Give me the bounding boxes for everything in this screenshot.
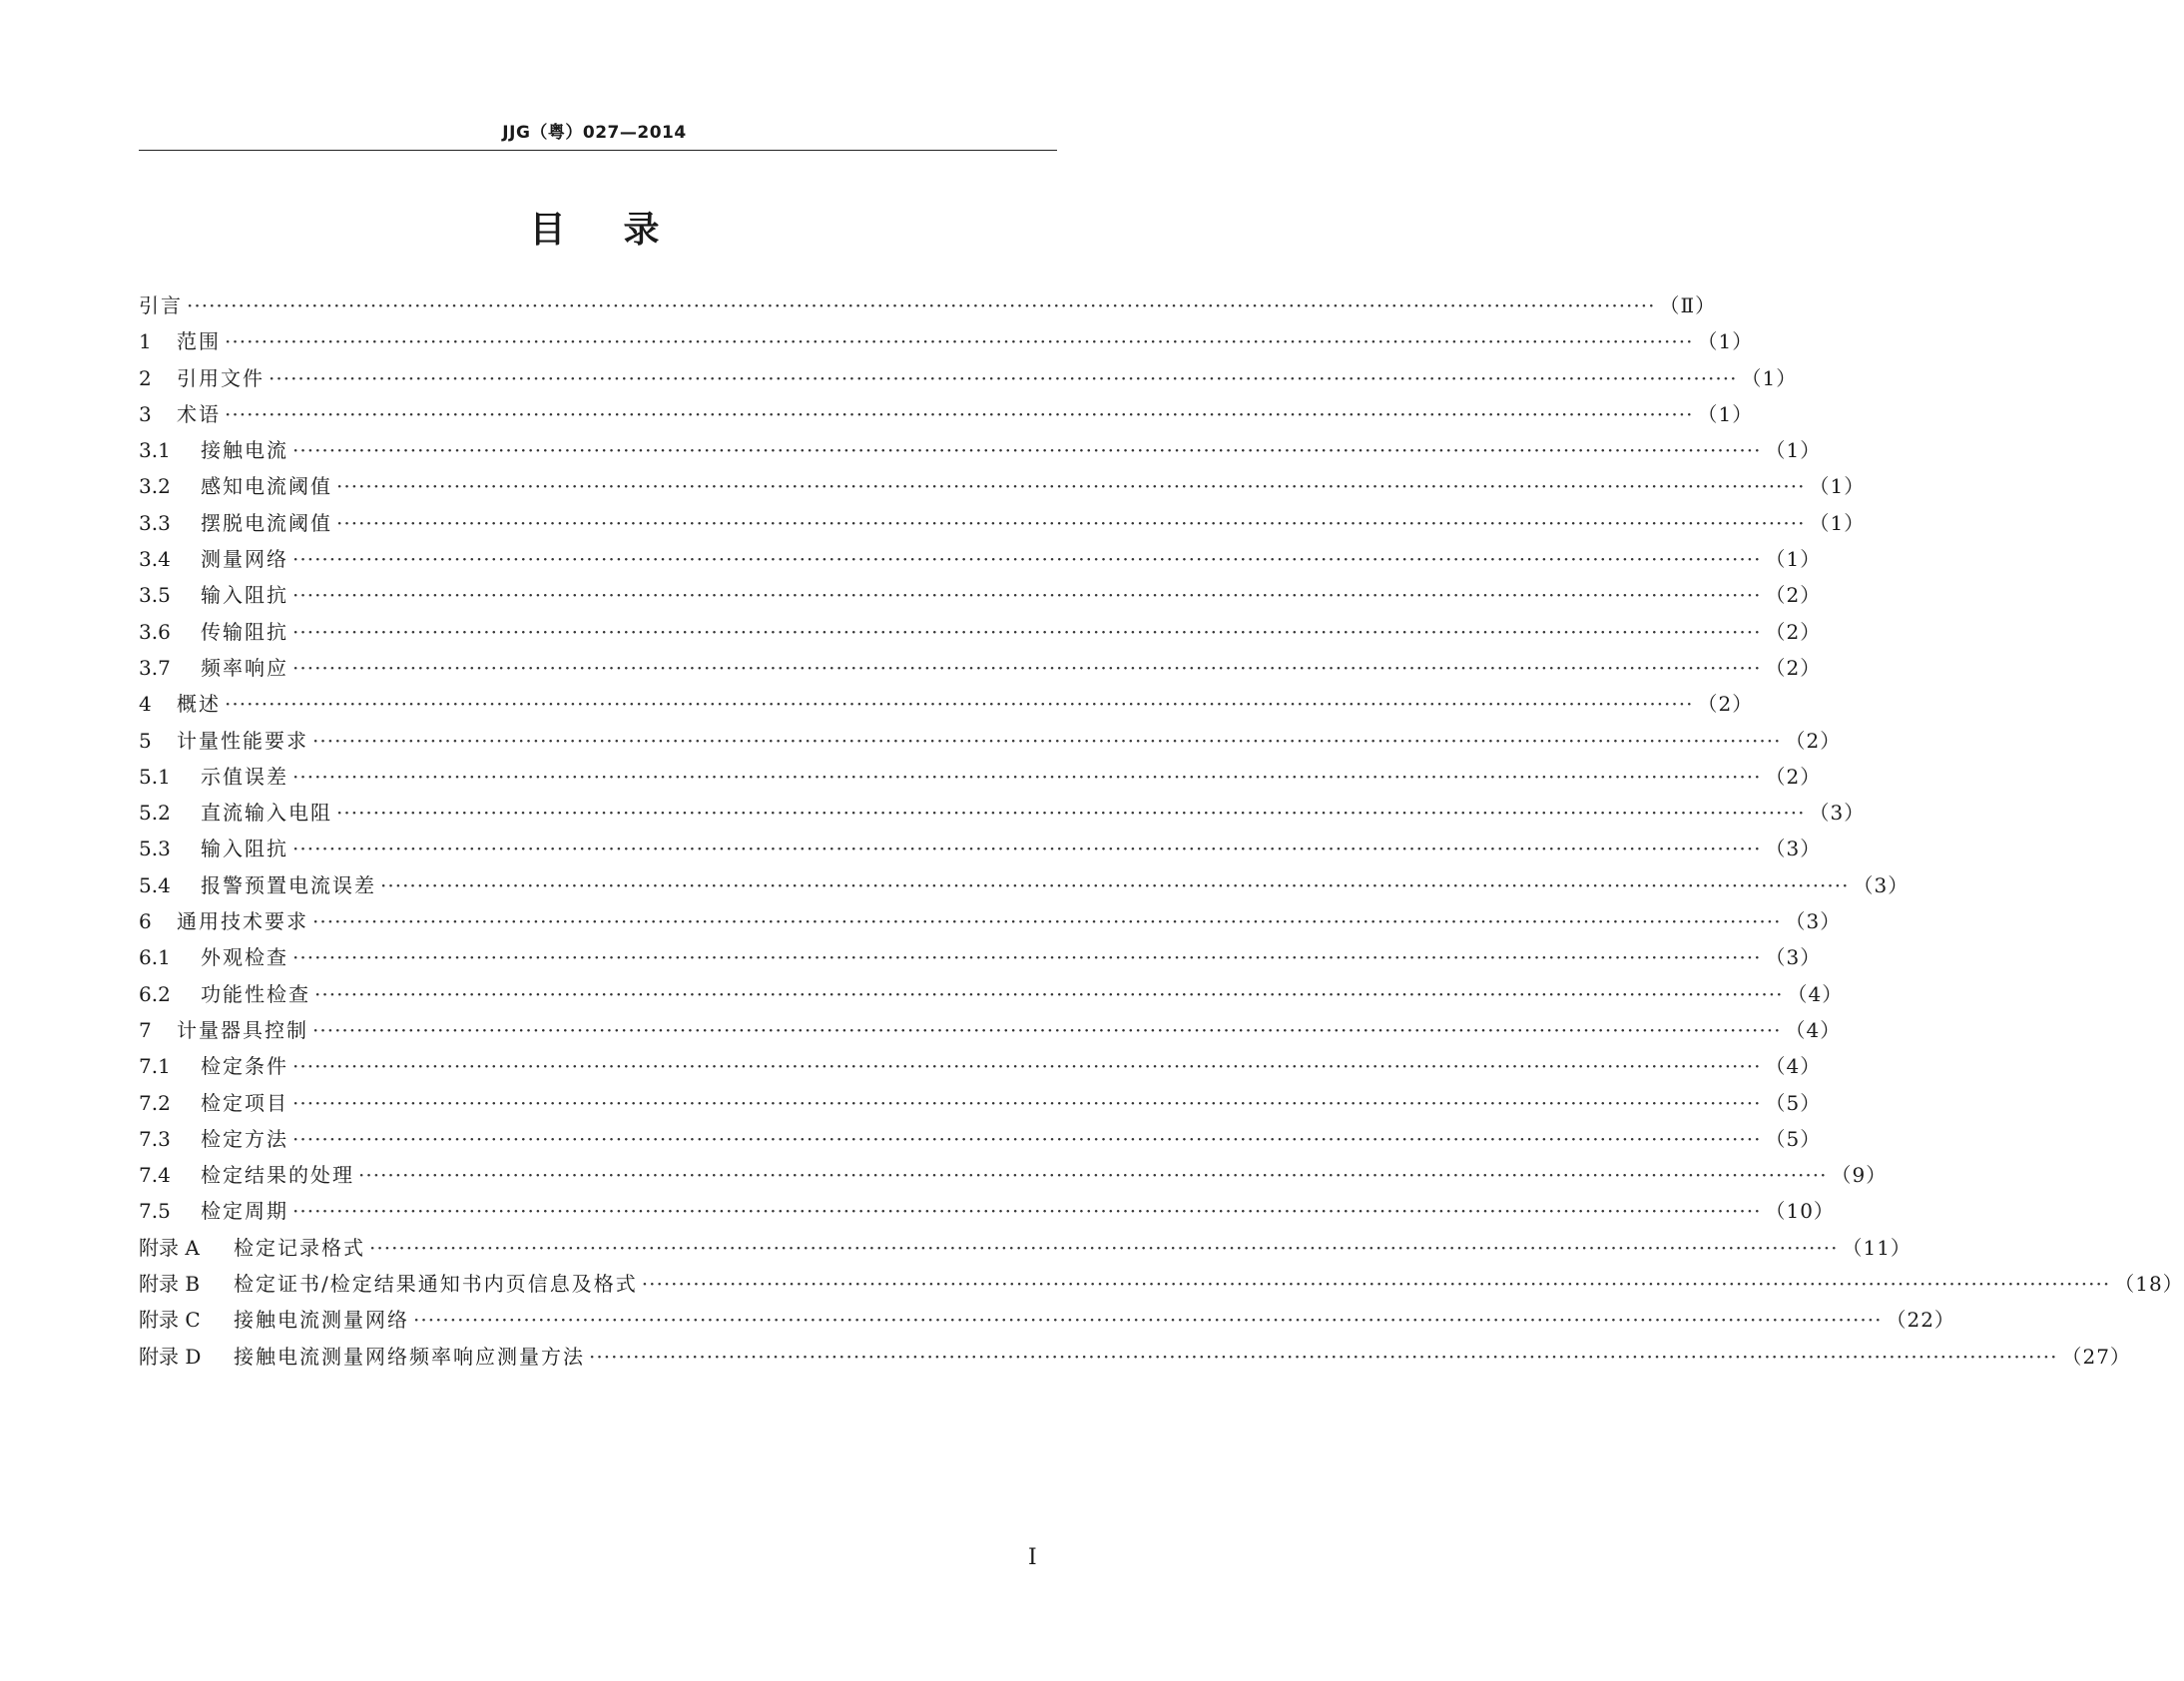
toc-entry-number: 附录 C xyxy=(139,1308,201,1333)
dot-leader: ········································································································································································································ xyxy=(336,801,1806,826)
toc-entry-label: 计量性能要求 xyxy=(177,728,308,753)
toc-entry[interactable] xyxy=(139,1195,1835,1231)
dot-leader: ········································································································································································································ xyxy=(292,837,1762,861)
dot-leader: ········································································································································································································ xyxy=(292,655,1762,680)
toc-entry-number: 2 xyxy=(139,365,152,390)
dot-leader: ········································································································································································································ xyxy=(292,1054,1762,1079)
toc-entry-page: （5） xyxy=(1765,1126,1822,1151)
toc-entry[interactable] xyxy=(139,1341,2131,1377)
toc-entry-label: 报警预置电流误差 xyxy=(201,872,376,897)
toc-entry-label: 测量网络 xyxy=(201,547,288,572)
dot-leader: ········································································································································································································ xyxy=(292,438,1762,463)
toc-entry-label: 示值误差 xyxy=(201,764,288,789)
toc-entry[interactable] xyxy=(139,905,1842,941)
toc-entry-page: （2） xyxy=(1765,764,1822,789)
toc-entry-label: 术语 xyxy=(177,401,221,426)
toc-entry-page: （3） xyxy=(1765,837,1822,861)
dot-leader: ········································································································································································································ xyxy=(413,1308,1883,1333)
toc-entry-page: （Ⅱ） xyxy=(1659,293,1717,317)
dot-leader: ········································································································································································································ xyxy=(314,981,1784,1006)
toc-entry[interactable] xyxy=(139,978,1844,1014)
dot-leader: ········································································································································································································ xyxy=(292,1126,1762,1151)
toc-entry-page: （1） xyxy=(1697,401,1754,426)
toc-entry-number: 5.3 xyxy=(139,837,171,861)
toc-entry-number: 附录 A xyxy=(139,1235,200,1260)
toc-entry[interactable] xyxy=(139,688,1754,724)
toc-entry[interactable] xyxy=(139,579,1822,615)
toc-entry-page: （4） xyxy=(1785,1017,1842,1042)
toc-entry-page: （22） xyxy=(1886,1308,1955,1333)
toc-entry-label: 检定项目 xyxy=(201,1090,288,1115)
toc-entry[interactable] xyxy=(139,1014,1842,1050)
toc-entry-label: 检定条件 xyxy=(201,1054,288,1079)
toc-entry-number: 5.2 xyxy=(139,801,171,826)
toc-entry-label: 检定方法 xyxy=(201,1126,288,1151)
toc-entry-number: 6 xyxy=(139,909,152,934)
toc-entry[interactable] xyxy=(139,941,1822,977)
toc-entry-label: 检定周期 xyxy=(201,1199,288,1224)
toc-entry-label: 感知电流阈值 xyxy=(201,474,332,499)
toc-entry-label: 接触电流测量网络 xyxy=(234,1308,409,1333)
toc-entry-page: （11） xyxy=(1842,1235,1911,1260)
toc-entry-label: 直流输入电阻 xyxy=(201,801,332,826)
toc-entry-page: （1） xyxy=(1809,510,1866,535)
dot-leader: ········································································································································································································ xyxy=(312,1017,1782,1042)
dot-leader: ········································································································································································································ xyxy=(369,1235,1839,1260)
document-code-header: JJG（粤）027—2014 xyxy=(502,123,687,143)
dot-leader: ········································································································································································································ xyxy=(292,764,1762,789)
toc-entry[interactable] xyxy=(139,507,1866,543)
toc-entry-label: 检定结果的处理 xyxy=(201,1163,354,1188)
toc-entry-number: 3.5 xyxy=(139,583,171,608)
toc-entry[interactable] xyxy=(139,362,1798,398)
toc-entry-number: 7.3 xyxy=(139,1126,171,1151)
dot-leader: ········································································································································································································ xyxy=(641,1272,2111,1297)
toc-entry-label: 功能性检查 xyxy=(201,981,310,1006)
toc-entry-page: （3） xyxy=(1853,872,1910,897)
toc-entry[interactable] xyxy=(139,725,1842,761)
toc-entry[interactable] xyxy=(139,1159,1888,1195)
toc-entry-label: 外观检查 xyxy=(201,945,288,970)
dot-leader: ········································································································································································································ xyxy=(589,1344,2058,1369)
toc-entry-number: 5.4 xyxy=(139,872,171,897)
toc-entry-label: 引用文件 xyxy=(177,365,265,390)
toc-entry-page: （1） xyxy=(1809,474,1866,499)
dot-leader: ········································································································································································································ xyxy=(292,945,1762,970)
toc-entry-page: （2） xyxy=(1765,655,1822,680)
toc-entry-label: 引言 xyxy=(139,293,183,317)
dot-leader: ········································································································································································································ xyxy=(380,872,1850,897)
toc-entry[interactable] xyxy=(139,1232,1911,1268)
toc-entry[interactable] xyxy=(139,1268,2184,1304)
page-number: I xyxy=(1028,1545,1037,1570)
toc-entry-page: （4） xyxy=(1787,981,1844,1006)
toc-entry-page: （1） xyxy=(1741,365,1798,390)
toc-entry-page: （27） xyxy=(2061,1344,2131,1369)
toc-entry-number: 附录 D xyxy=(139,1344,202,1369)
toc-entry-number: 7 xyxy=(139,1017,152,1042)
toc-entry-number: 附录 B xyxy=(139,1272,201,1297)
toc-entry-page: （2） xyxy=(1785,728,1842,753)
toc-entry-page: （2） xyxy=(1765,619,1822,644)
toc-entry-label: 范围 xyxy=(177,329,221,354)
toc-entry-number: 7.1 xyxy=(139,1054,171,1079)
toc-entry-number: 3.4 xyxy=(139,547,171,572)
toc-entry[interactable] xyxy=(139,833,1822,868)
toc-entry-label: 输入阻抗 xyxy=(201,837,288,861)
toc-entry-number: 6.2 xyxy=(139,981,171,1006)
toc-entry[interactable] xyxy=(139,869,1910,905)
toc-entry-page: （1） xyxy=(1765,438,1822,463)
toc-entry-label: 摆脱电流阈值 xyxy=(201,510,332,535)
toc-entry-number: 3.3 xyxy=(139,510,171,535)
toc-entry-number: 1 xyxy=(139,329,152,354)
toc-entry-page: （1） xyxy=(1697,329,1754,354)
toc-entry-label: 计量器具控制 xyxy=(177,1017,308,1042)
toc-entry-page: （10） xyxy=(1765,1199,1835,1224)
dot-leader: ········································································································································································································ xyxy=(336,510,1806,535)
toc-entry-label: 检定记录格式 xyxy=(234,1235,365,1260)
toc-entry[interactable] xyxy=(139,1304,1955,1340)
toc-entry-page: （2） xyxy=(1765,583,1822,608)
toc-entry-label: 频率响应 xyxy=(201,655,288,680)
dot-leader: ········································································································································································································ xyxy=(269,365,1738,390)
toc-entry-number: 5.1 xyxy=(139,764,171,789)
toc-entry[interactable] xyxy=(139,1123,1822,1159)
dot-leader: ········································································································································································································ xyxy=(225,401,1694,426)
page-title: 目录 xyxy=(529,210,718,251)
toc-entry[interactable] xyxy=(139,761,1822,797)
toc-entry-label: 通用技术要求 xyxy=(177,909,308,934)
dot-leader: ········································································································································································································ xyxy=(225,329,1694,354)
dot-leader: ········································································································································································································ xyxy=(187,293,1656,317)
toc-entry[interactable] xyxy=(139,797,1866,833)
toc-entry-number: 5 xyxy=(139,728,152,753)
dot-leader: ········································································································································································································ xyxy=(312,909,1782,934)
toc-entry-label: 接触电流测量网络频率响应测量方法 xyxy=(234,1344,585,1369)
toc-entry[interactable] xyxy=(139,434,1822,470)
toc-entry[interactable] xyxy=(139,398,1754,434)
toc-entry-label: 检定证书/检定结果通知书内页信息及格式 xyxy=(234,1272,638,1297)
toc-entry-number: 3.7 xyxy=(139,655,171,680)
toc-entry-number: 7.4 xyxy=(139,1163,171,1188)
toc-entry[interactable] xyxy=(139,543,1822,579)
toc-entry[interactable] xyxy=(139,1050,1822,1086)
toc-entry-page: （3） xyxy=(1785,909,1842,934)
dot-leader: ········································································································································································································ xyxy=(292,619,1762,644)
dot-leader: ········································································································································································································ xyxy=(312,728,1782,753)
toc-entry-number: 3.2 xyxy=(139,474,171,499)
dot-leader: ········································································································································································································ xyxy=(292,547,1762,572)
toc-entry-number: 6.1 xyxy=(139,945,171,970)
table-of-contents xyxy=(139,289,2184,1377)
dot-leader: ········································································································································································································ xyxy=(358,1163,1828,1188)
toc-entry-label: 传输阻抗 xyxy=(201,619,288,644)
toc-entry[interactable] xyxy=(139,652,1822,688)
toc-entry[interactable] xyxy=(139,1087,1822,1123)
dot-leader: ········································································································································································································ xyxy=(336,474,1806,499)
toc-entry-label: 接触电流 xyxy=(201,438,288,463)
toc-entry-number: 7.2 xyxy=(139,1090,171,1115)
toc-entry-page: （3） xyxy=(1809,801,1866,826)
toc-entry-page: （5） xyxy=(1765,1090,1822,1115)
toc-entry[interactable] xyxy=(139,470,1866,506)
toc-entry-number: 3.6 xyxy=(139,619,171,644)
dot-leader: ········································································································································································································ xyxy=(292,1090,1762,1115)
toc-entry[interactable] xyxy=(139,289,1717,325)
toc-entry[interactable] xyxy=(139,325,1754,361)
header-rule xyxy=(139,150,1057,151)
toc-entry-label: 概述 xyxy=(177,692,221,717)
dot-leader: ········································································································································································································ xyxy=(225,692,1694,717)
dot-leader: ········································································································································································································ xyxy=(292,583,1762,608)
toc-entry-page: （3） xyxy=(1765,945,1822,970)
toc-entry-number: 3.1 xyxy=(139,438,171,463)
toc-entry-number: 3 xyxy=(139,401,152,426)
toc-entry-number: 4 xyxy=(139,692,152,717)
toc-entry[interactable] xyxy=(139,616,1822,652)
toc-entry-page: （9） xyxy=(1831,1163,1888,1188)
toc-entry-page: （1） xyxy=(1765,547,1822,572)
toc-entry-label: 输入阻抗 xyxy=(201,583,288,608)
toc-entry-page: （18） xyxy=(2114,1272,2184,1297)
toc-entry-page: （2） xyxy=(1697,692,1754,717)
toc-entry-page: （4） xyxy=(1765,1054,1822,1079)
toc-entry-number: 7.5 xyxy=(139,1199,171,1224)
dot-leader: ········································································································································································································ xyxy=(292,1199,1762,1224)
